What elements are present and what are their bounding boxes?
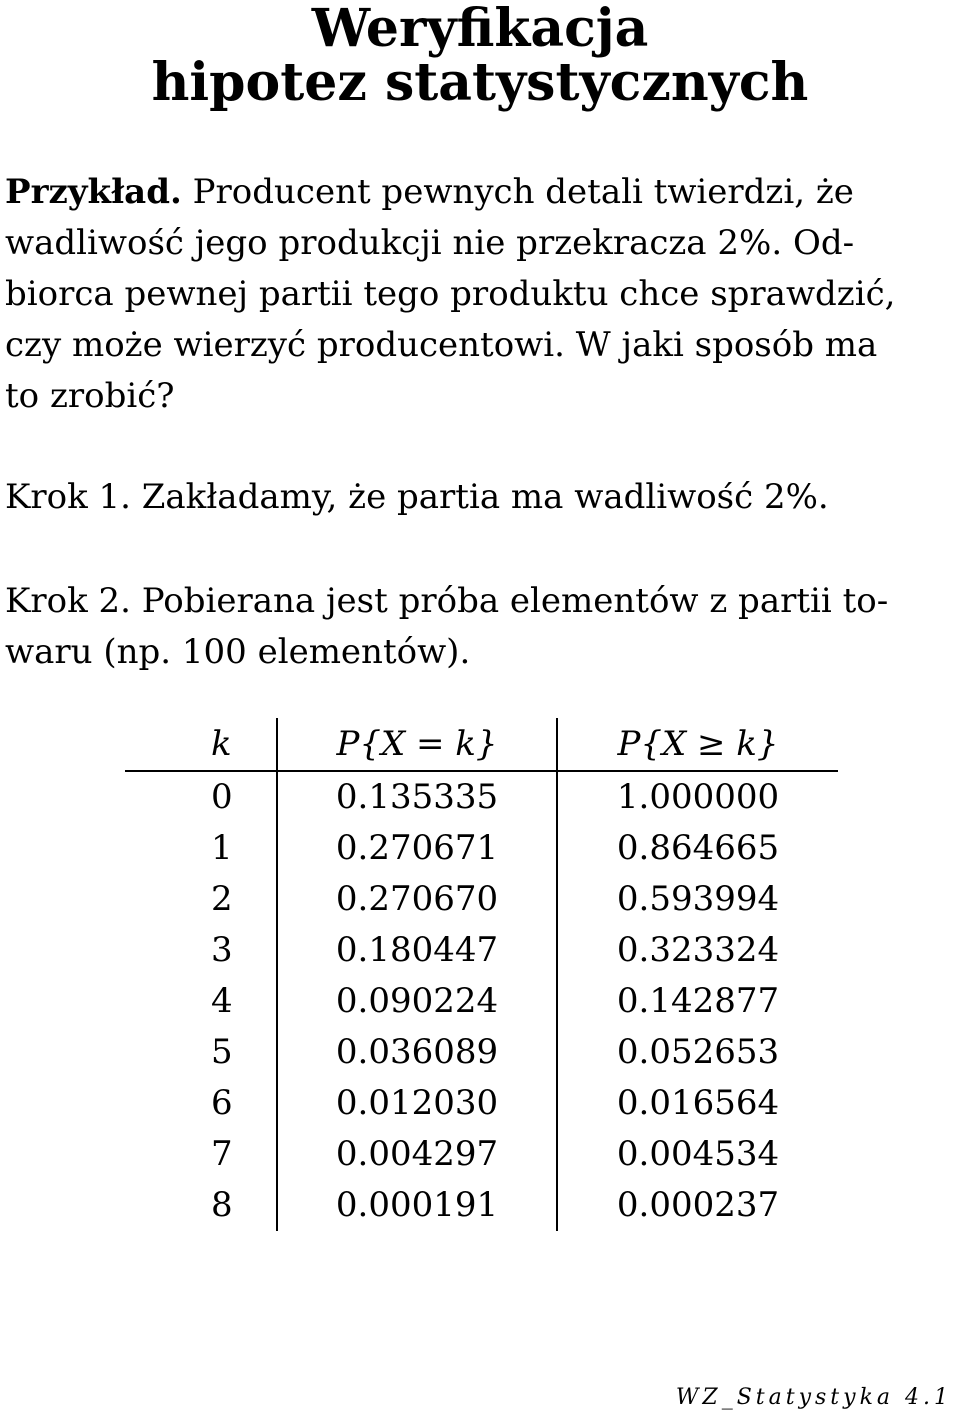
step-2-line1: Krok 2. Pobierana jest próba elementów z partii to- xyxy=(5,581,889,621)
cell-p-equal: 0.012030 xyxy=(277,1078,557,1129)
page-title-line2: hipotez statystycznych xyxy=(151,52,809,113)
cell-p-geq: 1.000000 xyxy=(557,771,838,823)
step-2-line2: waru (np. 100 elementów). xyxy=(5,632,471,672)
example-line-4: czy może wierzyć producentowi. W jaki sposób ma xyxy=(5,325,878,365)
cell-k: 7 xyxy=(211,1134,233,1174)
cell-p-geq: 0.052653 xyxy=(557,1027,838,1078)
cell-p-equal: 0.270671 xyxy=(277,823,557,874)
cell-p-equal: 0.036089 xyxy=(277,1027,557,1078)
cell-k: 0 xyxy=(211,777,233,817)
example-line-1 xyxy=(5,167,854,218)
table-row xyxy=(125,1180,838,1231)
table-row xyxy=(125,925,838,976)
header-p-equal: P{X = k} xyxy=(277,718,557,771)
cell-k: 6 xyxy=(211,1083,233,1123)
step-1: Krok 1. Zakładamy, że partia ma wadliwość 2%. xyxy=(5,477,829,517)
cell-k: 8 xyxy=(211,1185,233,1225)
cell-p-geq: 0.593994 xyxy=(557,874,838,925)
table-row xyxy=(125,874,838,925)
example-line-2: wadliwość jego produkcji nie przekracza 2%. Od- xyxy=(5,223,855,263)
cell-p-equal: 0.000191 xyxy=(277,1180,557,1231)
page-title-line1: Weryfikacja xyxy=(311,0,649,59)
cell-k: 3 xyxy=(211,930,233,970)
cell-k: 5 xyxy=(211,1032,233,1072)
probability-table xyxy=(125,718,838,1231)
cell-p-equal: 0.004297 xyxy=(277,1129,557,1180)
cell-p-equal: 0.180447 xyxy=(277,925,557,976)
example-line-5: to zrobić? xyxy=(5,376,175,416)
cell-p-equal: 0.135335 xyxy=(277,771,557,823)
table-row xyxy=(125,976,838,1027)
cell-p-geq: 0.323324 xyxy=(557,925,838,976)
footer-label: WZ_Statystyka 4.1 xyxy=(675,1385,952,1410)
cell-p-geq: 0.142877 xyxy=(557,976,838,1027)
table-header-row xyxy=(125,718,838,771)
cell-k: 2 xyxy=(211,879,233,919)
cell-p-geq: 0.004534 xyxy=(557,1129,838,1180)
table-row xyxy=(125,1078,838,1129)
cell-p-geq: 0.000237 xyxy=(557,1180,838,1231)
cell-k: 4 xyxy=(211,981,233,1021)
example-line-3: biorca pewnej partii tego produktu chce sprawdzić, xyxy=(5,274,896,314)
example-text-1: Producent pewnych detali twierdzi, że xyxy=(192,172,854,212)
cell-p-equal: 0.090224 xyxy=(277,976,557,1027)
example-label: Przykład. xyxy=(5,172,182,212)
table-row xyxy=(125,823,838,874)
table-row xyxy=(125,1027,838,1078)
cell-p-geq: 0.864665 xyxy=(557,823,838,874)
header-k: k xyxy=(125,718,277,771)
header-p-geq: P{X ≥ k} xyxy=(557,718,838,771)
table-row xyxy=(125,1129,838,1180)
cell-p-equal: 0.270670 xyxy=(277,874,557,925)
cell-k: 1 xyxy=(211,828,233,868)
table-row xyxy=(125,771,838,823)
cell-p-geq: 0.016564 xyxy=(557,1078,838,1129)
